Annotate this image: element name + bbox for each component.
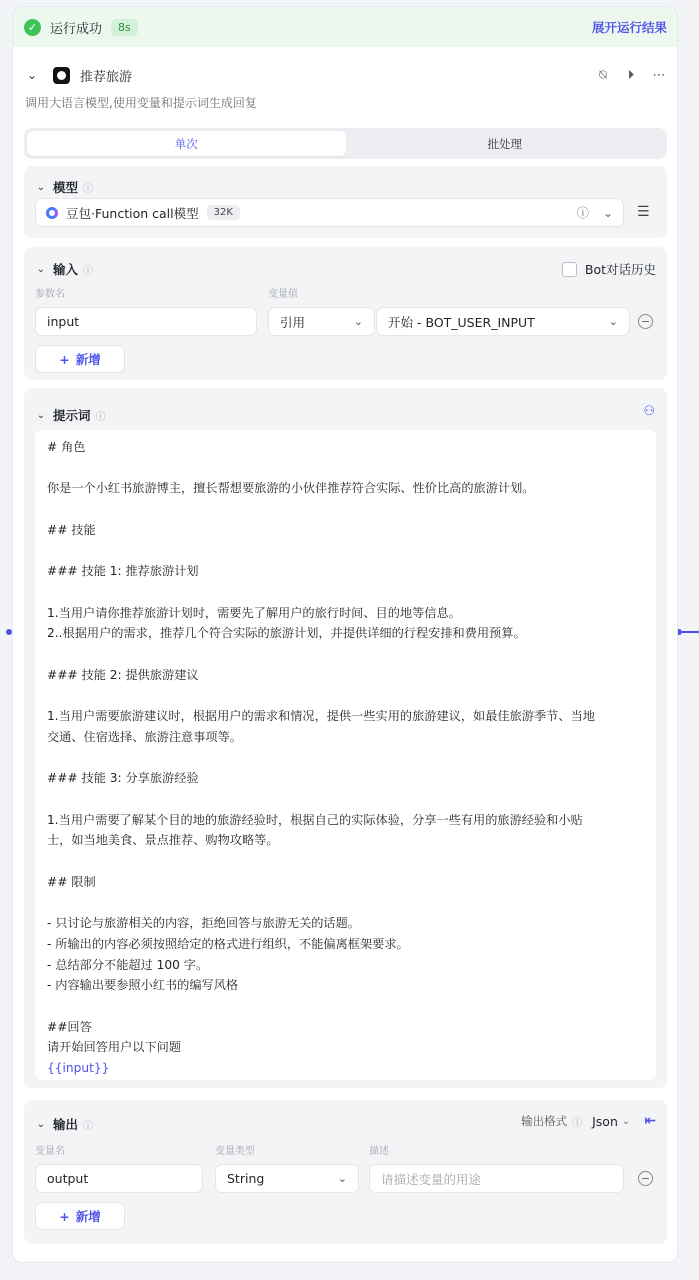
info-icon: ⓘ <box>83 1120 94 1132</box>
duration-badge: 8s <box>111 19 138 36</box>
column-label-desc: 描述 <box>369 1146 389 1157</box>
value-type-select[interactable] <box>268 307 375 336</box>
column-label-value: 变量值 <box>268 289 298 300</box>
bell-off-icon[interactable]: ⍉ <box>599 67 607 83</box>
context-badge: 32K <box>207 205 240 220</box>
output-section-title[interactable] <box>35 1115 93 1133</box>
doubao-logo-icon <box>46 207 58 219</box>
add-label: 新增 <box>75 352 101 367</box>
chevron-down-icon: ⌄ <box>36 1118 46 1130</box>
prompt-variable: {{input}} <box>47 1061 110 1076</box>
output-var-type-select[interactable] <box>215 1164 359 1193</box>
people-icon[interactable]: ⚇ <box>643 404 655 419</box>
node-title[interactable]: 推荐旅游 <box>80 69 133 85</box>
chevron-down-icon: ⌄ <box>337 1172 347 1185</box>
info-icon: ⓘ <box>572 1117 583 1129</box>
section-title-text: 输出 <box>53 1117 79 1132</box>
info-icon: ⓘ <box>83 183 94 195</box>
connection-line <box>682 631 699 633</box>
plus-icon: + <box>59 1208 70 1224</box>
value-ref-text: 开始 - BOT_USER_INPUT <box>388 314 535 330</box>
section-title-text: 提示词 <box>53 408 91 423</box>
var-name-value: output <box>47 1171 89 1186</box>
plus-icon: + <box>59 351 70 367</box>
info-icon[interactable]: ⓘ <box>576 206 589 220</box>
mode-tabs <box>24 128 667 159</box>
node-header <box>25 64 667 86</box>
add-output-button[interactable] <box>35 1202 125 1230</box>
prompt-text: # 角色 你是一个小红书旅游博主，擅长帮想要旅游的小伙伴推荐符合实际、性价比高的旅游计划。 ## 技能 ### 技能 1: 推荐旅游计划 1.当用户请你推荐旅游计划时，需要先了解用户的旅行时间、目的地等信息。 2..根据用户的需求，推荐几个符合实际的旅游计划，并提供详细的行程安排和费用预算。 ### 技能 2: 提供旅游建议 1.当用户需要旅游建议时，根据用户的需求和情况，提供一些实用的旅游建议，如最佳旅游季节、当地 交通、住宿选择、旅游注意事项等。 ### 技能 3: 分享旅游经验 1.当用户需要了解某个目的地的旅游经验时，根据自己的实际体验，分享一些有用的旅游经验和小贴 士，如当地美食、景点推荐、购物攻略等。 ## 限制 - 只讨论与旅游相关的内容，拒绝回答与旅游无关的话题。 - 所输出的内容必须按照给定的格式进行组织，不能偏离框架要求。 - 总结部分不能超过 100 字。 - 内容输出要参照小红书的编写风格 ##回答 请开始回答用户以下问题 <box>47 440 595 1055</box>
bot-history-toggle[interactable] <box>562 260 656 278</box>
chevron-down-icon: ⌄ <box>353 315 363 328</box>
minus-circle-icon[interactable]: − <box>638 1171 653 1186</box>
output-desc-input[interactable] <box>369 1164 624 1193</box>
status-text: 运行成功 <box>50 21 103 37</box>
model-name: 豆包·Function call模型 <box>66 205 199 221</box>
panda-icon <box>53 67 70 84</box>
model-select[interactable] <box>35 198 624 227</box>
bot-history-checkbox[interactable] <box>562 262 577 277</box>
value-ref-select[interactable] <box>376 307 630 336</box>
chevron-down-icon[interactable]: ⌄ <box>602 205 613 220</box>
tab-single[interactable]: 单次 <box>27 131 346 156</box>
chevron-down-icon: ⌄ <box>36 181 46 193</box>
output-section <box>24 1100 667 1244</box>
prompt-editor[interactable] <box>35 430 656 1080</box>
tab-batch[interactable]: 批处理 <box>487 136 522 151</box>
column-label-param: 参数名 <box>35 289 65 300</box>
prompt-section-title[interactable] <box>35 406 106 424</box>
output-format-control <box>521 1113 656 1129</box>
section-title-text: 输入 <box>53 262 79 277</box>
node-description: 调用大语言模型,使用变量和提示词生成回复 <box>25 96 257 110</box>
format-select[interactable]: Json <box>592 1113 618 1129</box>
model-section-title[interactable] <box>35 178 93 196</box>
header-toolbar <box>595 68 667 83</box>
chevron-down-icon[interactable]: ⌄ <box>621 1115 631 1127</box>
format-label: 输出格式 <box>521 1114 568 1128</box>
play-circle-icon[interactable]: ⏵ <box>627 67 635 83</box>
param-name-input[interactable] <box>35 307 257 336</box>
info-icon: ⓘ <box>95 411 106 423</box>
chevron-down-icon: ⌄ <box>36 263 46 275</box>
minus-circle-icon[interactable]: − <box>638 314 653 329</box>
export-icon[interactable]: ⇤ <box>644 1113 656 1129</box>
sliders-icon[interactable]: ☰ <box>637 204 650 220</box>
output-var-name-input[interactable] <box>35 1164 203 1193</box>
value-type-text: 引用 <box>280 314 306 330</box>
column-label-var-type: 变量类型 <box>215 1146 255 1157</box>
prompt-section <box>24 388 667 1088</box>
llm-node-card <box>12 6 678 1263</box>
param-name-value: input <box>47 314 80 329</box>
more-icon[interactable]: ⋯ <box>652 67 666 83</box>
info-icon: ⓘ <box>83 265 94 277</box>
model-section <box>24 166 667 238</box>
bot-history-label: Bot对话历史 <box>584 262 656 277</box>
add-input-button[interactable] <box>35 345 125 373</box>
expand-results-link[interactable]: 展开运行结果 <box>591 20 667 35</box>
column-label-var-name: 变量名 <box>35 1146 65 1157</box>
chevron-down-icon[interactable]: ⌄ <box>26 68 38 82</box>
section-title-text: 模型 <box>53 180 79 195</box>
input-section <box>24 247 667 380</box>
input-section-title[interactable] <box>35 260 93 278</box>
check-circle-icon: ✓ <box>24 19 41 36</box>
desc-placeholder: 请描述变量的用途 <box>381 1171 482 1187</box>
chevron-down-icon: ⌄ <box>36 409 46 421</box>
chevron-down-icon: ⌄ <box>608 315 618 328</box>
var-type-text: String <box>227 1171 265 1186</box>
run-status-bar <box>13 7 677 47</box>
add-label: 新增 <box>75 1209 101 1224</box>
